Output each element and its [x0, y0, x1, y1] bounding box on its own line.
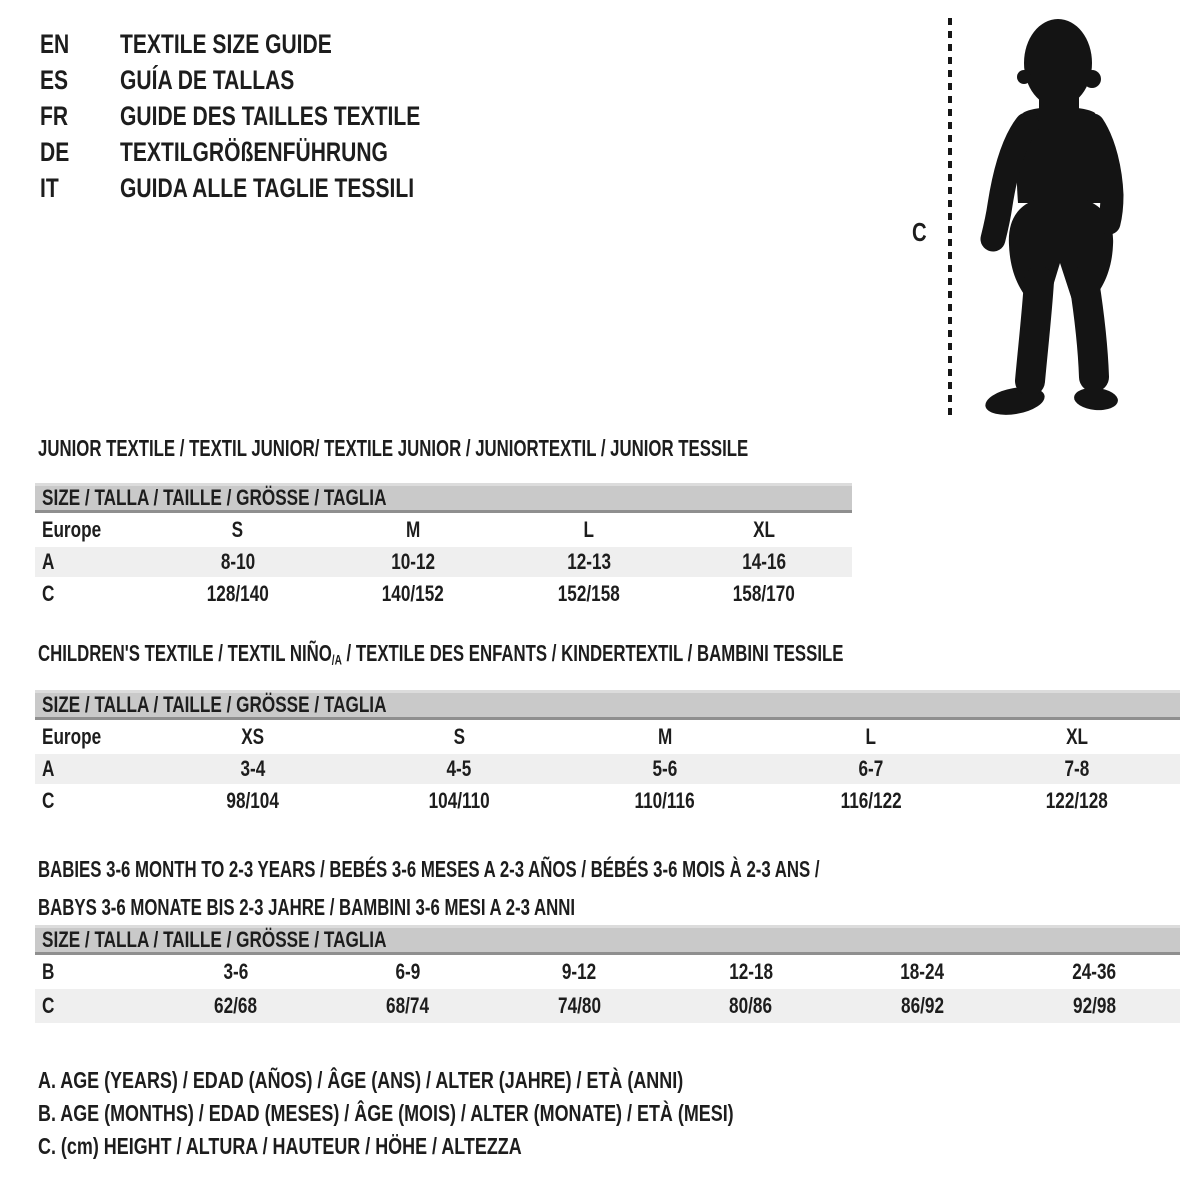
size-value: S: [453, 724, 465, 749]
months-value: 12-18: [728, 959, 773, 984]
babies-title-line1: BABIES 3-6 MONTH TO 2-3 YEARS / BEBÉS 3-6 MESES A 2-3 AÑOS / BÉBÉS 3-6 MOIS À 2-3 ANS /: [38, 856, 820, 882]
months-value: 9-12: [561, 959, 597, 984]
size-value: XS: [241, 724, 265, 749]
language-title-list: [40, 26, 505, 206]
size-value: M: [406, 517, 421, 542]
size-header-bar: [35, 690, 1180, 720]
height-value: 62/68: [214, 993, 258, 1018]
size-header-bar: [35, 925, 1180, 955]
size-header-label: SIZE / TALLA / TAILLE / GRÖSSE / TAGLIA: [42, 485, 387, 510]
legend-height-cm: C. (cm) HEIGHT / ALTURA / HAUTEUR / HÖHE / ALTEZZA: [38, 1133, 522, 1159]
months-value: 18-24: [900, 959, 945, 984]
height-row: [35, 989, 1180, 1023]
months-value: 3-6: [223, 959, 249, 984]
age-value: 10-12: [391, 549, 436, 574]
size-value: XL: [1066, 724, 1088, 749]
age-value: 14-16: [742, 549, 787, 574]
children-size-table: [35, 690, 1180, 818]
size-value: L: [865, 724, 877, 749]
height-value: 80/86: [729, 993, 773, 1018]
lang-row-it: [40, 170, 505, 206]
height-value: 104/110: [428, 788, 490, 813]
row-label: C: [42, 788, 55, 813]
size-header-label: SIZE / TALLA / TAILLE / GRÖSSE / TAGLIA: [42, 927, 387, 952]
guide-title-en: TEXTILE SIZE GUIDE: [120, 28, 332, 59]
size-value: XL: [753, 517, 776, 542]
height-value: 152/158: [557, 581, 620, 606]
babies-title-line2: BABYS 3-6 MONATE BIS 2-3 JAHRE / BAMBINI 3-6 MESI A 2-3 ANNI: [38, 894, 576, 920]
height-value: 110/116: [634, 788, 696, 813]
height-row: [35, 784, 1180, 818]
age-value: 3-4: [240, 756, 266, 781]
children-section-title: [38, 640, 843, 667]
row-label: B: [42, 959, 55, 984]
row-label: A: [42, 549, 55, 574]
size-value: L: [583, 517, 594, 542]
row-label: A: [42, 756, 55, 781]
lang-code: FR: [40, 100, 69, 131]
lang-code: IT: [40, 172, 59, 203]
size-header-label: SIZE / TALLA / TAILLE / GRÖSSE / TAGLIA: [42, 692, 387, 717]
age-value: 6-7: [858, 756, 884, 781]
measure-legend: [38, 1064, 930, 1163]
months-value: 6-9: [395, 959, 420, 984]
babies-section-title: [38, 850, 1109, 926]
height-value: 92/98: [1072, 993, 1116, 1018]
months-row: [35, 955, 1180, 989]
lang-row-es: [40, 62, 505, 98]
size-value: M: [657, 724, 673, 749]
height-value: 140/152: [382, 581, 445, 606]
age-row: [35, 754, 1180, 784]
children-title-main: CHILDREN'S TEXTILE / TEXTIL NIÑO: [38, 640, 332, 666]
months-value: 24-36: [1072, 959, 1117, 984]
height-value: 86/92: [901, 993, 944, 1018]
height-dashed-line: [948, 18, 952, 416]
guide-title-fr: GUIDE DES TAILLES TEXTILE: [120, 100, 421, 131]
age-value: 8-10: [220, 549, 255, 574]
height-value: 122/128: [1045, 788, 1109, 813]
age-value: 12-13: [566, 549, 611, 574]
region-label: Europe: [42, 724, 102, 749]
height-row: [35, 577, 852, 611]
height-measure-label: C: [912, 217, 927, 247]
legend-age-months: B. AGE (MONTHS) / EDAD (MESES) / ÂGE (MOIS) / ALTER (MONATE) / ETÀ (MESI): [38, 1100, 734, 1126]
babies-size-table: [35, 925, 1180, 1023]
age-value: 5-6: [652, 756, 678, 781]
height-value: 74/80: [557, 993, 601, 1018]
size-header-bar: [35, 483, 852, 513]
row-label: C: [42, 581, 55, 606]
age-value: 7-8: [1064, 756, 1090, 781]
size-row: [35, 513, 852, 547]
height-value: 98/104: [226, 788, 280, 813]
age-value: 4-5: [446, 756, 472, 781]
lang-row-de: [40, 134, 505, 170]
junior-size-table: [35, 483, 852, 611]
lang-row-en: [40, 26, 505, 62]
guide-title-de: TEXTILGRÖßENFÜHRUNG: [120, 136, 388, 167]
guide-title-it: GUIDA ALLE TAGLIE TESSILI: [120, 172, 415, 203]
lang-code: EN: [40, 28, 70, 59]
legend-age-years: A. AGE (YEARS) / EDAD (AÑOS) / ÂGE (ANS) / ALTER (JAHRE) / ETÀ (ANNI): [38, 1067, 684, 1093]
region-label: Europe: [42, 517, 102, 542]
age-row: [35, 547, 852, 577]
size-row: [35, 720, 1180, 754]
row-label: C: [42, 993, 55, 1018]
size-value: S: [232, 517, 244, 542]
guide-title-es: GUÍA DE TALLAS: [120, 64, 295, 95]
junior-section-title: JUNIOR TEXTILE / TEXTIL JUNIOR/ TEXTILE JUNIOR / JUNIORTEXTIL / JUNIOR TESSILE: [38, 435, 749, 461]
toddler-silhouette-icon: [963, 13, 1138, 418]
children-title-subscript: /A: [331, 652, 342, 668]
height-value: 68/74: [386, 993, 429, 1018]
lang-row-fr: [40, 98, 505, 134]
height-value: 128/140: [206, 581, 269, 606]
height-value: 158/170: [733, 581, 796, 606]
height-value: 116/122: [840, 788, 902, 813]
lang-code: ES: [40, 64, 69, 95]
children-title-rest: / TEXTILE DES ENFANTS / KINDERTEXTIL / BAMBINI TESSILE: [341, 640, 844, 666]
lang-code: DE: [40, 136, 70, 167]
